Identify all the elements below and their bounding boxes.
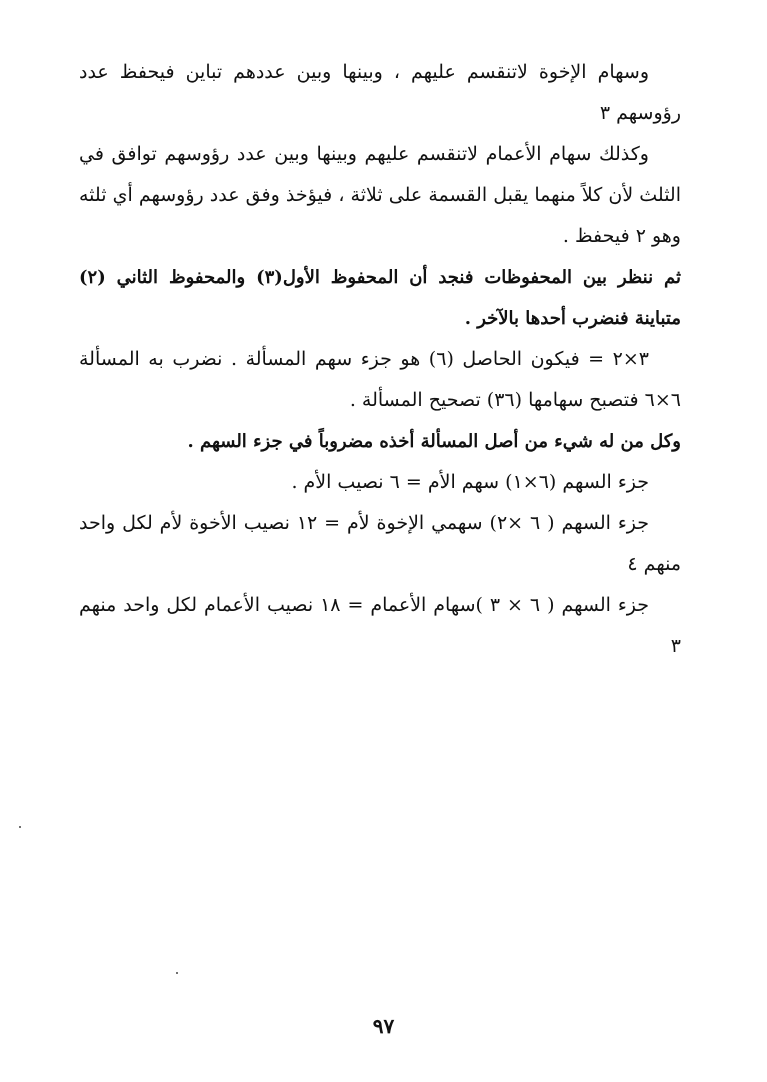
scan-speck	[19, 826, 21, 828]
paragraph-5: وكل من له شيء من أصل المسألة أخذه مضروباً في جزء السهم .	[187, 431, 681, 452]
paragraph-2: وكذلك سهام الأعمام لاتنقسم عليهم وبينها وبين عدد رؤوسهم توافق في الثلث لأن كلاً منهما يقبل القسمة على ثلاثة ، فيؤخذ وفق عدد رؤوسهم أي ثلثه وهو ٢ فيحفظ .	[79, 143, 681, 247]
paragraph-1: وسهام الإخوة لاتنقسم عليهم ، وبينها وبين عددهم تباين فيحفظ عدد رؤوسهم ٣	[79, 61, 681, 124]
body-text	[79, 52, 681, 667]
page-number: ٩٧	[372, 1014, 395, 1038]
paragraph-3: ثم ننظر بين المحفوظات فنجد أن المحفوظ الأول(٣) والمحفوظ الثاني (٢) متباينة فنضرب أحدها بالآخر .	[79, 267, 681, 329]
paragraph-6: جزء السهم (٦×١) سهم الأم = ٦ نصيب الأم .	[291, 471, 649, 493]
paragraph-8: جزء السهم ( ٦ × ٣ )سهام الأعمام = ١٨ نصيب الأعمام لكل واحد منهم ٣	[79, 594, 681, 657]
paragraph-7: جزء السهم ( ٦ ×٢) سهمي الإخوة لأم = ١٢ نصيب الأخوة لأم لكل واحد منهم ٤	[79, 512, 681, 575]
paragraph-4: ٣×٢ = فيكون الحاصل (٦) هو جزء سهم المسألة . نضرب به المسألة ٦×٦ فتصبح سهامها (٣٦) تصحيح المسألة .	[79, 348, 681, 411]
scan-speck	[176, 972, 178, 974]
